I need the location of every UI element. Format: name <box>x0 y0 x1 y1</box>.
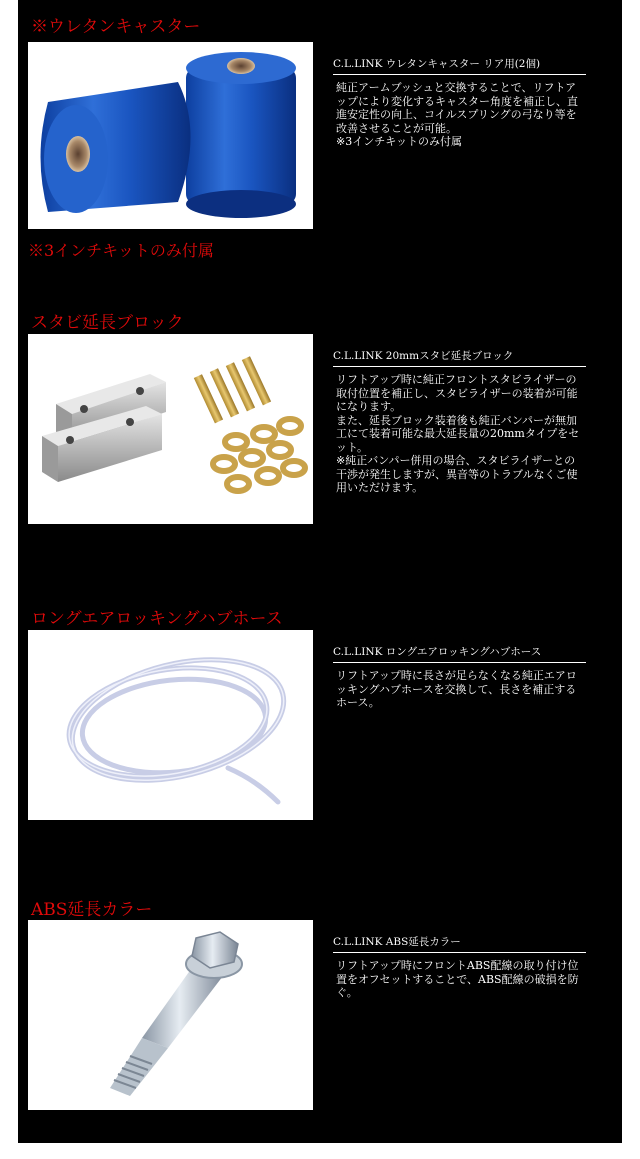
kit-note: ※3インチキットのみ付属 <box>28 241 214 260</box>
stabilizer-block-description <box>333 348 586 495</box>
section-title-hub-hose: ロングエアロッキングハブホース <box>31 609 283 629</box>
product-name: C.L.LINK ロングエアロッキングハブホース <box>333 644 586 663</box>
section-title-abs-collar: ABS延長カラー <box>31 900 153 920</box>
section-title-urethane-caster: ※ウレタンキャスター <box>31 17 201 37</box>
section-title-stabilizer-block: スタビ延長ブロック <box>31 313 184 333</box>
urethane-caster-photo <box>28 42 313 229</box>
product-description: リフトアップ時にフロントABS配線の取り付け位置をオフセットすることで、ABS配線の破損を防ぐ。 <box>336 959 579 999</box>
hub-hose-photo <box>28 630 313 820</box>
product-description: 純正アームブッシュと交換することで、リフトアップにより変化するキャスター角度を補正し、直進安定性の向上、コイルスプリングの弓なり等を改善させることが可能。 ※3インチキットのみ付属 <box>336 81 578 148</box>
hub-hose-description <box>333 644 586 710</box>
abs-collar-photo <box>28 920 313 1110</box>
urethane-caster-description <box>333 56 586 149</box>
product-description: リフトアップ時に純正フロントスタビライザーの取付位置を補正し、スタビライザーの装着が可能になります。 また、延長ブロック装着後も純正バンパーが無加工にて装着可能な最大延長量の20mmタイプをセット。 ※純正バンパー併用の場合、スタビライザーとの干渉が発生しますが、異音等のトラブルなくご使用いただけます。 <box>336 373 580 494</box>
product-description: リフトアップ時に長さが足らなくなる純正エアロッキングハブホースを交換して、長さを補正するホース。 <box>336 669 577 709</box>
product-name: C.L.LINK 20mmスタビ延長ブロック <box>333 348 586 367</box>
product-name: C.L.LINK ウレタンキャスター リア用(2個) <box>333 56 586 75</box>
product-name: C.L.LINK ABS延長カラー <box>333 934 586 953</box>
abs-collar-description <box>333 934 586 1000</box>
stabilizer-block-photo <box>28 334 313 524</box>
